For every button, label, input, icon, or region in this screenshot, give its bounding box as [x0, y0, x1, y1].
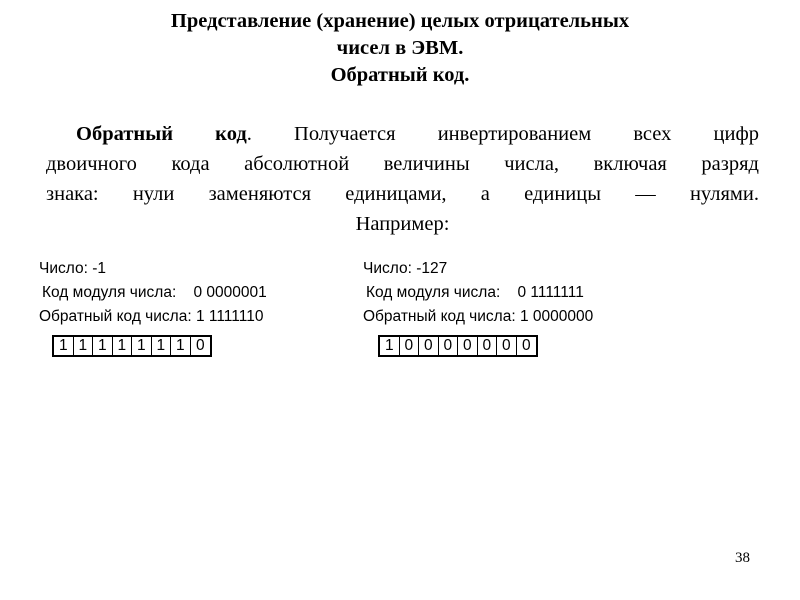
bit-cell: 1 [171, 337, 191, 355]
bit-cell: 1 [152, 337, 172, 355]
title-line-1: Представление (хранение) целых отрицательных [170, 10, 630, 32]
bit-cell: 1 [93, 337, 113, 355]
example-modulus-code: Код модуля числа: 0 1111111 [366, 284, 584, 301]
example-number-label: Число: -1 [39, 260, 106, 277]
page-number: 38 [735, 550, 750, 566]
bit-cell: 1 [380, 337, 400, 355]
slide-title [70, 8, 730, 89]
bit-cell: 1 [54, 337, 74, 355]
paragraph-line-1 [46, 119, 759, 149]
bit-cell: 1 [74, 337, 94, 355]
bit-cell: 0 [458, 337, 478, 355]
definition-paragraph [46, 119, 759, 239]
bit-cell: 0 [195, 337, 205, 354]
title-line-3: Обратный код. [330, 64, 470, 86]
bit-cell: 0 [400, 337, 420, 355]
example-number-label: Число: -127 [363, 260, 448, 277]
bit-cell: 0 [478, 337, 498, 355]
bit-cell: 0 [497, 337, 517, 355]
bit-cell: 0 [439, 337, 459, 355]
example-modulus-code: Код модуля числа: 0 0000001 [42, 284, 267, 301]
paragraph-line-4: Например: [355, 213, 450, 235]
bit-cell: 1 [113, 337, 133, 355]
bit-register-minus-127 [378, 335, 538, 357]
example-minus-1 [39, 257, 267, 329]
term-inverse-code: Обратный код [76, 123, 247, 145]
example-inverse-code: Обратный код числа: 1 0000000 [363, 308, 594, 325]
example-minus-127 [363, 257, 593, 329]
bit-cell: 1 [132, 337, 152, 355]
bit-register-minus-1 [52, 335, 212, 357]
example-inverse-code: Обратный код числа: 1 1111110 [39, 308, 264, 325]
paragraph-line-1-text: . Получается инвертированием всех цифр [246, 123, 759, 145]
bit-cell: 0 [521, 337, 531, 354]
paragraph-line-3: знака: нули заменяются единицами, а единицы — нулями. [46, 183, 759, 205]
title-line-2: чисел в ЭВМ. [336, 37, 464, 59]
paragraph-line-2: двоичного кода абсолютной величины числа, включая разряд [46, 153, 759, 175]
bit-cell: 0 [419, 337, 439, 355]
